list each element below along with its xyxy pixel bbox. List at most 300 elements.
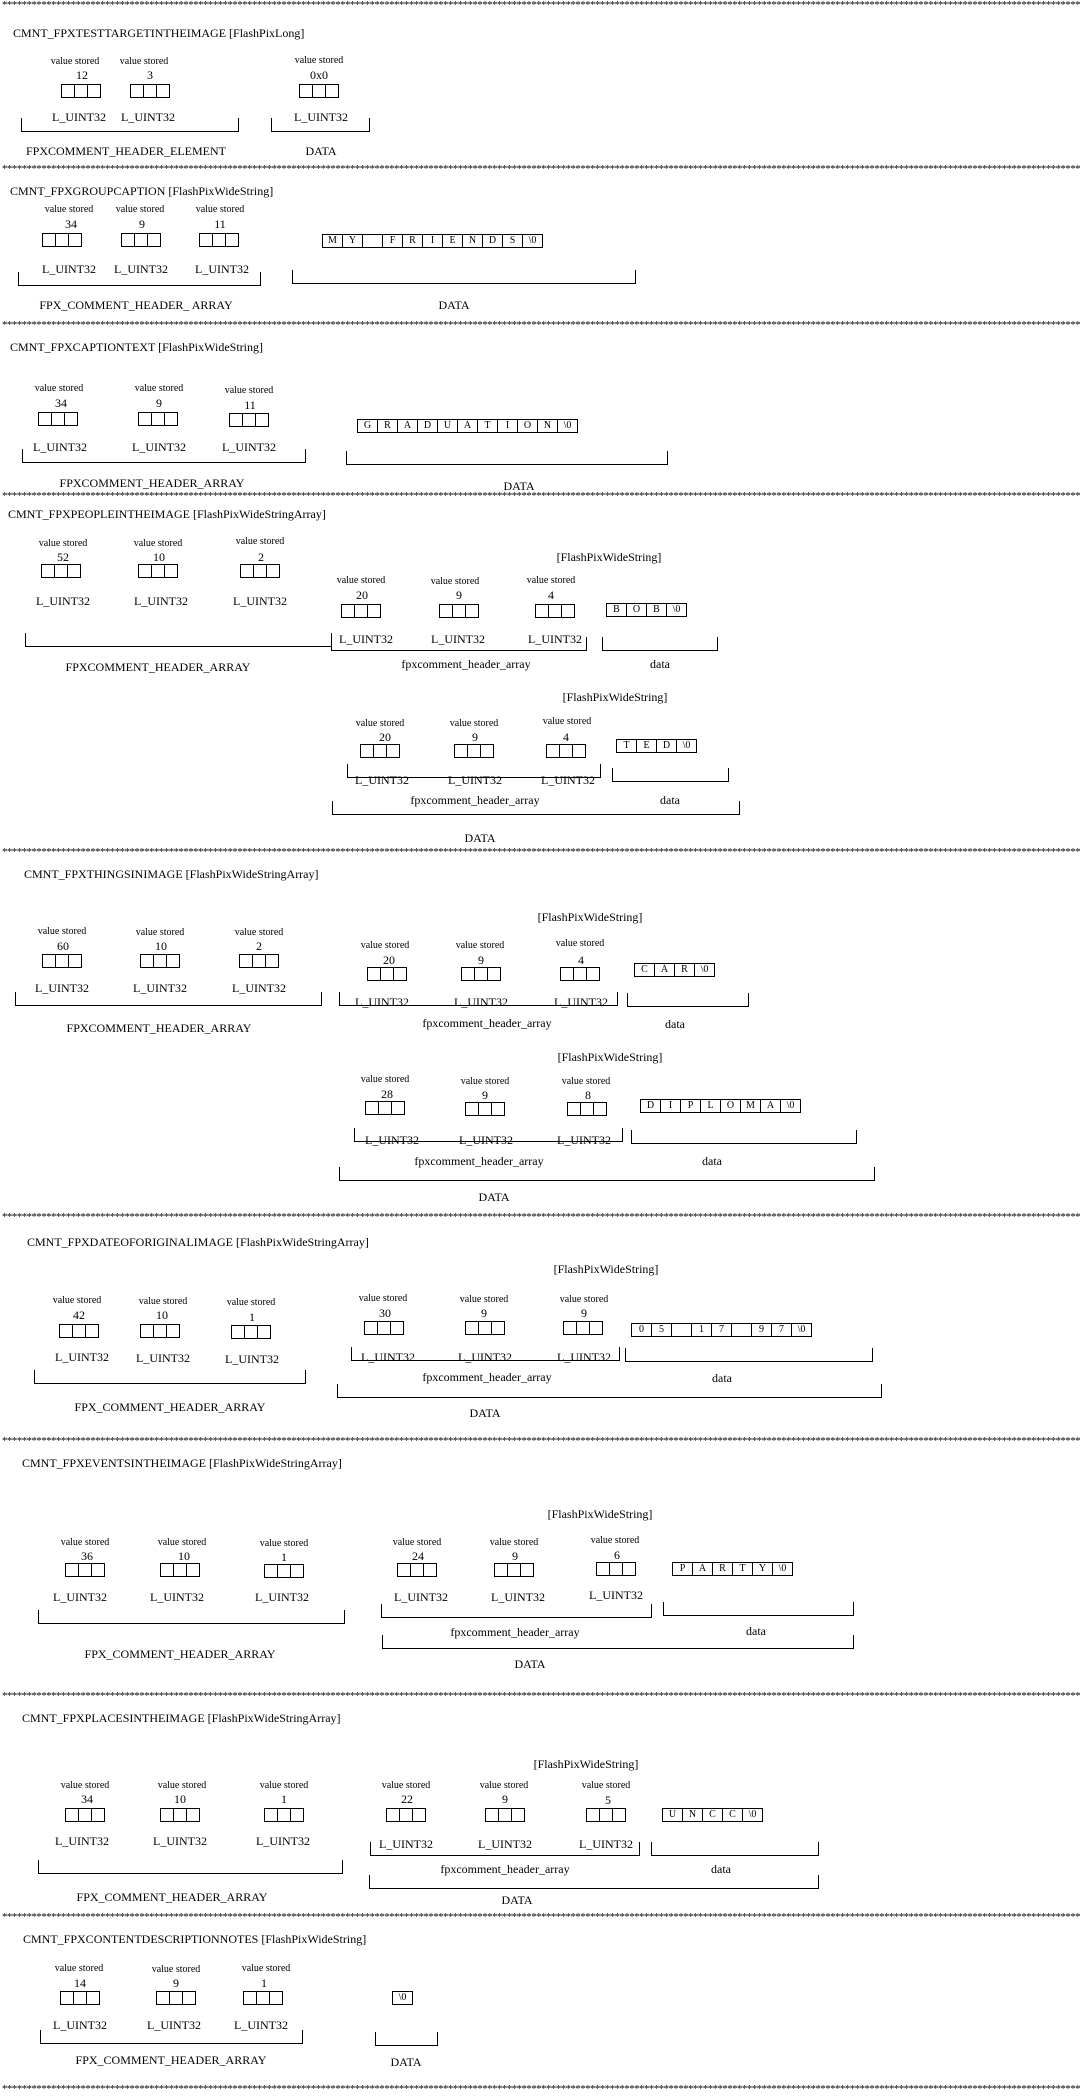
char-cell: D	[657, 740, 677, 752]
data-string-cells	[616, 739, 697, 753]
bracket-caption: DATA	[390, 2055, 422, 2069]
bracket	[22, 449, 306, 463]
stored-value: 9	[482, 1088, 488, 1102]
stored-value: 24	[412, 1549, 424, 1563]
bracket	[382, 1635, 854, 1649]
cell-block	[364, 1321, 404, 1334]
bracket-caption: fpxcomment_header_array	[422, 1370, 552, 1384]
value-stored-label: value stored	[134, 383, 184, 394]
char-cell: R	[713, 1563, 733, 1575]
stored-value: 28	[381, 1087, 393, 1101]
cell-block	[299, 84, 339, 97]
type-label: L_UINT32	[136, 1351, 190, 1365]
char-cell: I	[423, 235, 443, 247]
char-cell: A	[458, 420, 478, 432]
stored-value: 36	[81, 1549, 93, 1563]
value-stored-label: value stored	[526, 575, 576, 586]
char-cell: O	[518, 420, 538, 432]
char-cell: C	[703, 1809, 723, 1821]
type-label: L_UINT32	[459, 1133, 513, 1147]
bracket	[18, 272, 261, 286]
char-cell: L	[701, 1100, 721, 1112]
value-stored-label: value stored	[157, 1537, 207, 1548]
type-label: L_UINT32	[431, 632, 485, 646]
stored-value: 2	[256, 939, 262, 953]
type-label: L_UINT32	[55, 1834, 109, 1848]
bracket-caption: FPXCOMMENT_HEADER_ELEMENT	[26, 144, 226, 158]
type-label: L_UINT32	[579, 1837, 633, 1851]
stored-value: 30	[379, 1306, 391, 1320]
type-label: L_UINT32	[557, 1350, 611, 1364]
cell-block	[59, 1324, 99, 1337]
bracket	[631, 1130, 857, 1144]
type-label: L_UINT32	[458, 1350, 512, 1364]
char-cell	[672, 1324, 692, 1336]
cell-block	[160, 1808, 200, 1821]
stored-value: 9	[156, 396, 162, 410]
bracket-caption: data	[702, 1154, 722, 1168]
separator-line: ****************************************************************************************************************************************************************************************************************************	[2, 163, 1080, 175]
value-stored-label: value stored	[195, 204, 245, 215]
bracket	[347, 764, 601, 778]
bracket-caption: fpxcomment_header_array	[450, 1625, 580, 1639]
value-stored-label: value stored	[392, 1537, 442, 1548]
type-label: L_UINT32	[132, 440, 186, 454]
bracket-caption: FPX_COMMENT_HEADER_ARRAY	[84, 1647, 276, 1661]
bracket-caption: fpxcomment_header_array	[414, 1154, 544, 1168]
type-label: L_UINT32	[557, 1133, 611, 1147]
data-string-cells	[631, 1323, 812, 1337]
bracket	[370, 1842, 640, 1856]
type-label: L_UINT32	[53, 2018, 107, 2032]
value-stored-label: value stored	[542, 716, 592, 727]
cell-block	[65, 1808, 105, 1821]
stored-value: 1	[281, 1792, 287, 1806]
type-label: L_UINT32	[491, 1590, 545, 1604]
bracket	[627, 993, 749, 1007]
wide-string-tag: [FlashPixWideString]	[562, 690, 668, 704]
data-string-cells	[357, 419, 578, 433]
cell-block	[365, 1101, 405, 1114]
bracket	[331, 637, 587, 651]
separator-line: ****************************************************************************************************************************************************************************************************************************	[2, 490, 1080, 502]
wide-string-tag: [FlashPixWideString]	[537, 910, 643, 924]
data-string-cells	[322, 234, 543, 248]
char-cell: D	[641, 1100, 661, 1112]
bracket	[15, 992, 322, 1006]
bracket	[337, 1384, 882, 1398]
separator-line: ****************************************************************************************************************************************************************************************************************************	[2, 1690, 1080, 1702]
stored-value: 11	[244, 398, 256, 412]
cell-block	[140, 954, 180, 967]
cell-block	[397, 1563, 437, 1576]
char-cell: \0	[786, 1100, 795, 1111]
type-label: L_UINT32	[134, 594, 188, 608]
bracket	[38, 1610, 345, 1624]
wide-string-tag: [FlashPixWideString]	[547, 1507, 653, 1521]
cell-block	[121, 233, 161, 246]
type-label: L_UINT32	[355, 773, 409, 787]
value-stored-label: value stored	[241, 1963, 291, 1974]
cell-block	[454, 744, 494, 757]
cell-block	[243, 1991, 283, 2004]
char-cell: U	[663, 1809, 683, 1821]
type-label: L_UINT32	[528, 632, 582, 646]
value-stored-label: value stored	[37, 926, 87, 937]
stored-value: 60	[57, 939, 69, 953]
type-label: L_UINT32	[153, 1834, 207, 1848]
stored-value: 6	[614, 1548, 620, 1562]
value-stored-label: value stored	[294, 55, 344, 66]
char-cell: A	[655, 964, 675, 976]
char-cell: C	[723, 1809, 743, 1821]
bracket-caption: data	[660, 793, 680, 807]
stored-value: 3	[147, 68, 153, 82]
cell-block	[239, 954, 279, 967]
value-stored-label: value stored	[559, 1294, 609, 1305]
char-cell: E	[637, 740, 657, 752]
type-label: L_UINT32	[35, 981, 89, 995]
char-cell: O	[627, 604, 647, 616]
stored-value: 1	[281, 1550, 287, 1564]
cell-block	[586, 1808, 626, 1821]
bracket	[292, 270, 636, 284]
type-label: L_UINT32	[147, 2018, 201, 2032]
type-label: L_UINT32	[365, 1133, 419, 1147]
cell-block	[494, 1563, 534, 1576]
bracket-caption: data	[650, 657, 670, 671]
value-stored-label: value stored	[224, 385, 274, 396]
bracket	[271, 118, 370, 132]
stored-value: 10	[155, 939, 167, 953]
stored-value: 9	[139, 217, 145, 231]
char-cell: F	[383, 235, 403, 247]
cell-block	[560, 967, 600, 980]
bracket-caption: data	[665, 1017, 685, 1031]
cell-block	[160, 1563, 200, 1576]
section-title: CMNT_FPXCAPTIONTEXT [FlashPixWideString]	[10, 340, 263, 354]
stored-value: 1	[249, 1310, 255, 1324]
type-label: L_UINT32	[42, 262, 96, 276]
char-cell: \0	[748, 1809, 757, 1820]
stored-value: 42	[73, 1308, 85, 1322]
char-cell: \0	[700, 964, 709, 975]
stored-value: 20	[383, 953, 395, 967]
type-label: L_UINT32	[52, 110, 106, 124]
type-label: L_UINT32	[222, 440, 276, 454]
cell-block	[546, 744, 586, 757]
type-label: L_UINT32	[232, 981, 286, 995]
type-label: L_UINT32	[55, 1350, 109, 1364]
value-stored-label: value stored	[561, 1076, 611, 1087]
value-stored-label: value stored	[455, 940, 505, 951]
bracket	[40, 2030, 303, 2044]
bracket-caption: FPXCOMMENT_HEADER_ARRAY	[65, 660, 251, 674]
cell-block	[138, 412, 178, 425]
char-cell: M	[323, 235, 343, 247]
separator-line: ****************************************************************************************************************************************************************************************************************************	[2, 1435, 1080, 1447]
bracket-caption: fpxcomment_header_array	[401, 657, 531, 671]
type-label: L_UINT32	[255, 1590, 309, 1604]
separator-line: ****************************************************************************************************************************************************************************************************************************	[2, 1211, 1080, 1223]
value-stored-label: value stored	[590, 1535, 640, 1546]
value-stored-label: value stored	[34, 383, 84, 394]
char-cell: 0	[632, 1324, 652, 1336]
type-label: L_UINT32	[195, 262, 249, 276]
char-cell: P	[673, 1563, 693, 1575]
bracket	[332, 801, 740, 815]
bracket	[38, 1860, 343, 1874]
value-stored-label: value stored	[133, 538, 183, 549]
value-stored-label: value stored	[489, 1537, 539, 1548]
bracket	[354, 1128, 623, 1142]
char-cell: A	[693, 1563, 713, 1575]
bracket-caption: data	[712, 1371, 732, 1385]
value-stored-label: value stored	[234, 927, 284, 938]
bracket-caption: DATA	[501, 1893, 533, 1907]
type-label: L_UINT32	[478, 1837, 532, 1851]
char-cell: \0	[528, 235, 537, 246]
data-string-cells	[672, 1562, 793, 1576]
stored-value: 11	[214, 217, 226, 231]
char-cell: O	[721, 1100, 741, 1112]
wide-string-tag: [FlashPixWideString]	[533, 1757, 639, 1771]
value-stored-label: value stored	[135, 927, 185, 938]
type-label: L_UINT32	[234, 2018, 288, 2032]
stored-value: 12	[76, 68, 88, 82]
cell-block	[199, 233, 239, 246]
separator-line: ****************************************************************************************************************************************************************************************************************************	[2, 2083, 1080, 2095]
value-stored-label: value stored	[360, 1074, 410, 1085]
cell-block	[367, 967, 407, 980]
bracket-caption: DATA	[503, 479, 535, 493]
cell-block	[42, 954, 82, 967]
bracket	[369, 1875, 819, 1889]
type-label: L_UINT32	[36, 594, 90, 608]
value-stored-label: value stored	[138, 1296, 188, 1307]
char-cell: M	[741, 1100, 761, 1112]
stored-value: 1	[261, 1976, 267, 1990]
char-cell: S	[503, 235, 523, 247]
char-cell: I	[498, 420, 518, 432]
cell-block	[264, 1564, 304, 1577]
char-cell: B	[607, 604, 627, 616]
char-cell: \0	[672, 604, 681, 615]
type-label: L_UINT32	[589, 1588, 643, 1602]
cell-block	[563, 1321, 603, 1334]
value-stored-label: value stored	[119, 56, 169, 67]
stored-value: 9	[481, 1306, 487, 1320]
value-stored-label: value stored	[52, 1295, 102, 1306]
cell-block	[596, 1562, 636, 1575]
bracket	[612, 768, 729, 782]
stored-value: 0x0	[310, 68, 328, 82]
stored-value: 22	[401, 1792, 413, 1806]
value-stored-label: value stored	[355, 718, 405, 729]
stored-value: 9	[512, 1549, 518, 1563]
type-label: L_UINT32	[448, 773, 502, 787]
type-label: L_UINT32	[225, 1352, 279, 1366]
value-stored-label: value stored	[430, 576, 480, 587]
type-label: L_UINT32	[454, 995, 508, 1009]
char-cell: 1	[692, 1324, 712, 1336]
section-title: CMNT_FPXPEOPLEINTHEIMAGE [FlashPixWideStringArray]	[8, 507, 326, 521]
type-label: L_UINT32	[554, 995, 608, 1009]
cell-block	[130, 84, 170, 97]
type-label: L_UINT32	[114, 262, 168, 276]
value-stored-label: value stored	[259, 1538, 309, 1549]
bracket-caption: FPXCOMMENT_HEADER_ARRAY	[66, 1021, 252, 1035]
type-label: L_UINT32	[339, 632, 393, 646]
bracket-caption: FPXCOMMENT_HEADER_ARRAY	[59, 476, 245, 490]
value-stored-label: value stored	[44, 204, 94, 215]
type-label: L_UINT32	[361, 1350, 415, 1364]
type-label: L_UINT32	[233, 594, 287, 608]
bracket-caption: DATA	[438, 298, 470, 312]
type-label: L_UINT32	[256, 1834, 310, 1848]
type-label: L_UINT32	[121, 110, 175, 124]
stored-value: 2	[258, 550, 264, 564]
cell-block	[41, 564, 81, 577]
char-cell: N	[538, 420, 558, 432]
separator-line: ****************************************************************************************************************************************************************************************************************************	[2, 0, 1080, 11]
stored-value: 8	[585, 1088, 591, 1102]
stored-value: 14	[74, 1976, 86, 1990]
char-cell: T	[733, 1563, 753, 1575]
char-cell: T	[617, 740, 637, 752]
bracket	[625, 1348, 873, 1362]
cell-block	[140, 1324, 180, 1337]
type-label: L_UINT32	[541, 773, 595, 787]
bracket-caption: FPX_COMMENT_HEADER_ ARRAY	[39, 298, 233, 312]
char-cell: Y	[343, 235, 363, 247]
char-cell	[363, 235, 383, 247]
bracket-caption: FPX_COMMENT_HEADER_ARRAY	[76, 1890, 268, 1904]
char-cell: \0	[682, 740, 691, 751]
cell-block	[231, 1325, 271, 1338]
stored-value: 4	[578, 953, 584, 967]
char-cell: R	[403, 235, 423, 247]
section-title: CMNT_FPXPLACESINTHEIMAGE [FlashPixWideStringArray]	[22, 1711, 341, 1725]
bracket-caption: DATA	[478, 1190, 510, 1204]
stored-value: 4	[548, 588, 554, 602]
separator-line: ****************************************************************************************************************************************************************************************************************************	[2, 846, 1080, 858]
value-stored-label: value stored	[54, 1963, 104, 1974]
char-cell: A	[761, 1100, 781, 1112]
bracket	[34, 1370, 306, 1384]
char-cell: R	[675, 964, 695, 976]
stored-value: 9	[502, 1792, 508, 1806]
data-string-cells	[392, 1991, 413, 2005]
stored-value: 34	[81, 1792, 93, 1806]
separator-line: ****************************************************************************************************************************************************************************************************************************	[2, 1911, 1080, 1923]
cell-block	[38, 412, 78, 425]
char-cell: N	[463, 235, 483, 247]
char-cell: N	[683, 1809, 703, 1821]
type-label: L_UINT32	[294, 110, 348, 124]
stored-value: 20	[356, 588, 368, 602]
cell-block	[341, 604, 381, 617]
bracket-caption: fpxcomment_header_array	[440, 1862, 570, 1876]
char-cell: D	[418, 420, 438, 432]
stored-value: 4	[563, 730, 569, 744]
cell-block	[485, 1808, 525, 1821]
stored-value: 20	[379, 730, 391, 744]
char-cell: \0	[778, 1563, 787, 1574]
bracket	[663, 1602, 854, 1616]
bracket	[351, 1347, 620, 1361]
cell-block	[264, 1808, 304, 1821]
cell-block	[567, 1102, 607, 1115]
char-cell: R	[378, 420, 398, 432]
value-stored-label: value stored	[50, 56, 100, 67]
value-stored-label: value stored	[226, 1297, 276, 1308]
char-cell: E	[443, 235, 463, 247]
stored-value: 10	[178, 1549, 190, 1563]
value-stored-label: value stored	[38, 538, 88, 549]
char-cell: Y	[753, 1563, 773, 1575]
section-title: CMNT_FPXGROUPCAPTION [FlashPixWideString]	[10, 184, 274, 198]
type-label: L_UINT32	[150, 1590, 204, 1604]
stored-value: 34	[55, 396, 67, 410]
bracket-caption: fpxcomment_header_array	[422, 1016, 552, 1030]
section-title: CMNT_FPXDATEOFORIGINALIMAGE [FlashPixWideStringArray]	[27, 1235, 369, 1249]
cell-block	[465, 1102, 505, 1115]
cell-block	[42, 233, 82, 246]
value-stored-label: value stored	[449, 718, 499, 729]
data-string-cells	[606, 603, 687, 617]
char-cell: 7	[712, 1324, 732, 1336]
bracket-caption: fpxcomment_header_array	[410, 793, 540, 807]
bracket-caption: DATA	[305, 144, 337, 158]
value-stored-label: value stored	[555, 938, 605, 949]
cell-block	[60, 1991, 100, 2004]
value-stored-label: value stored	[358, 1293, 408, 1304]
bracket-caption: FPX_COMMENT_HEADER_ARRAY	[74, 1400, 266, 1414]
value-stored-label: value stored	[360, 940, 410, 951]
section-title: CMNT_FPXEVENTSINTHEIMAGE [FlashPixWideStringArray]	[22, 1456, 342, 1470]
data-string-cells	[640, 1099, 801, 1113]
type-label: L_UINT32	[355, 995, 409, 1009]
section-title: CMNT_FPXCONTENTDESCRIPTIONNOTES [FlashPixWideString]	[23, 1932, 367, 1946]
value-stored-label: value stored	[581, 1780, 631, 1791]
value-stored-label: value stored	[60, 1537, 110, 1548]
bracket-caption: DATA	[464, 831, 496, 845]
stored-value: 9	[472, 730, 478, 744]
bracket-caption: data	[711, 1862, 731, 1876]
separator-line: ****************************************************************************************************************************************************************************************************************************	[2, 319, 1080, 331]
char-cell: D	[483, 235, 503, 247]
value-stored-label: value stored	[157, 1780, 207, 1791]
cell-block	[360, 744, 400, 757]
value-stored-label: value stored	[459, 1294, 509, 1305]
wide-string-tag: [FlashPixWideString]	[556, 550, 662, 564]
stored-value: 9	[581, 1306, 587, 1320]
wide-string-tag: [FlashPixWideString]	[553, 1262, 659, 1276]
stored-value: 9	[173, 1976, 179, 1990]
bracket	[346, 451, 668, 465]
char-cell: 9	[752, 1324, 772, 1336]
bracket-caption: FPX_COMMENT_HEADER_ARRAY	[75, 2053, 267, 2067]
section-title: CMNT_FPXTESTTARGETINTHEIMAGE [FlashPixLong]	[13, 26, 305, 40]
char-cell: T	[478, 420, 498, 432]
stored-value: 5	[605, 1793, 611, 1807]
data-string-cells	[662, 1808, 763, 1822]
value-stored-label: value stored	[460, 1076, 510, 1087]
stored-value: 10	[174, 1792, 186, 1806]
value-stored-label: value stored	[115, 204, 165, 215]
cell-block	[65, 1563, 105, 1576]
